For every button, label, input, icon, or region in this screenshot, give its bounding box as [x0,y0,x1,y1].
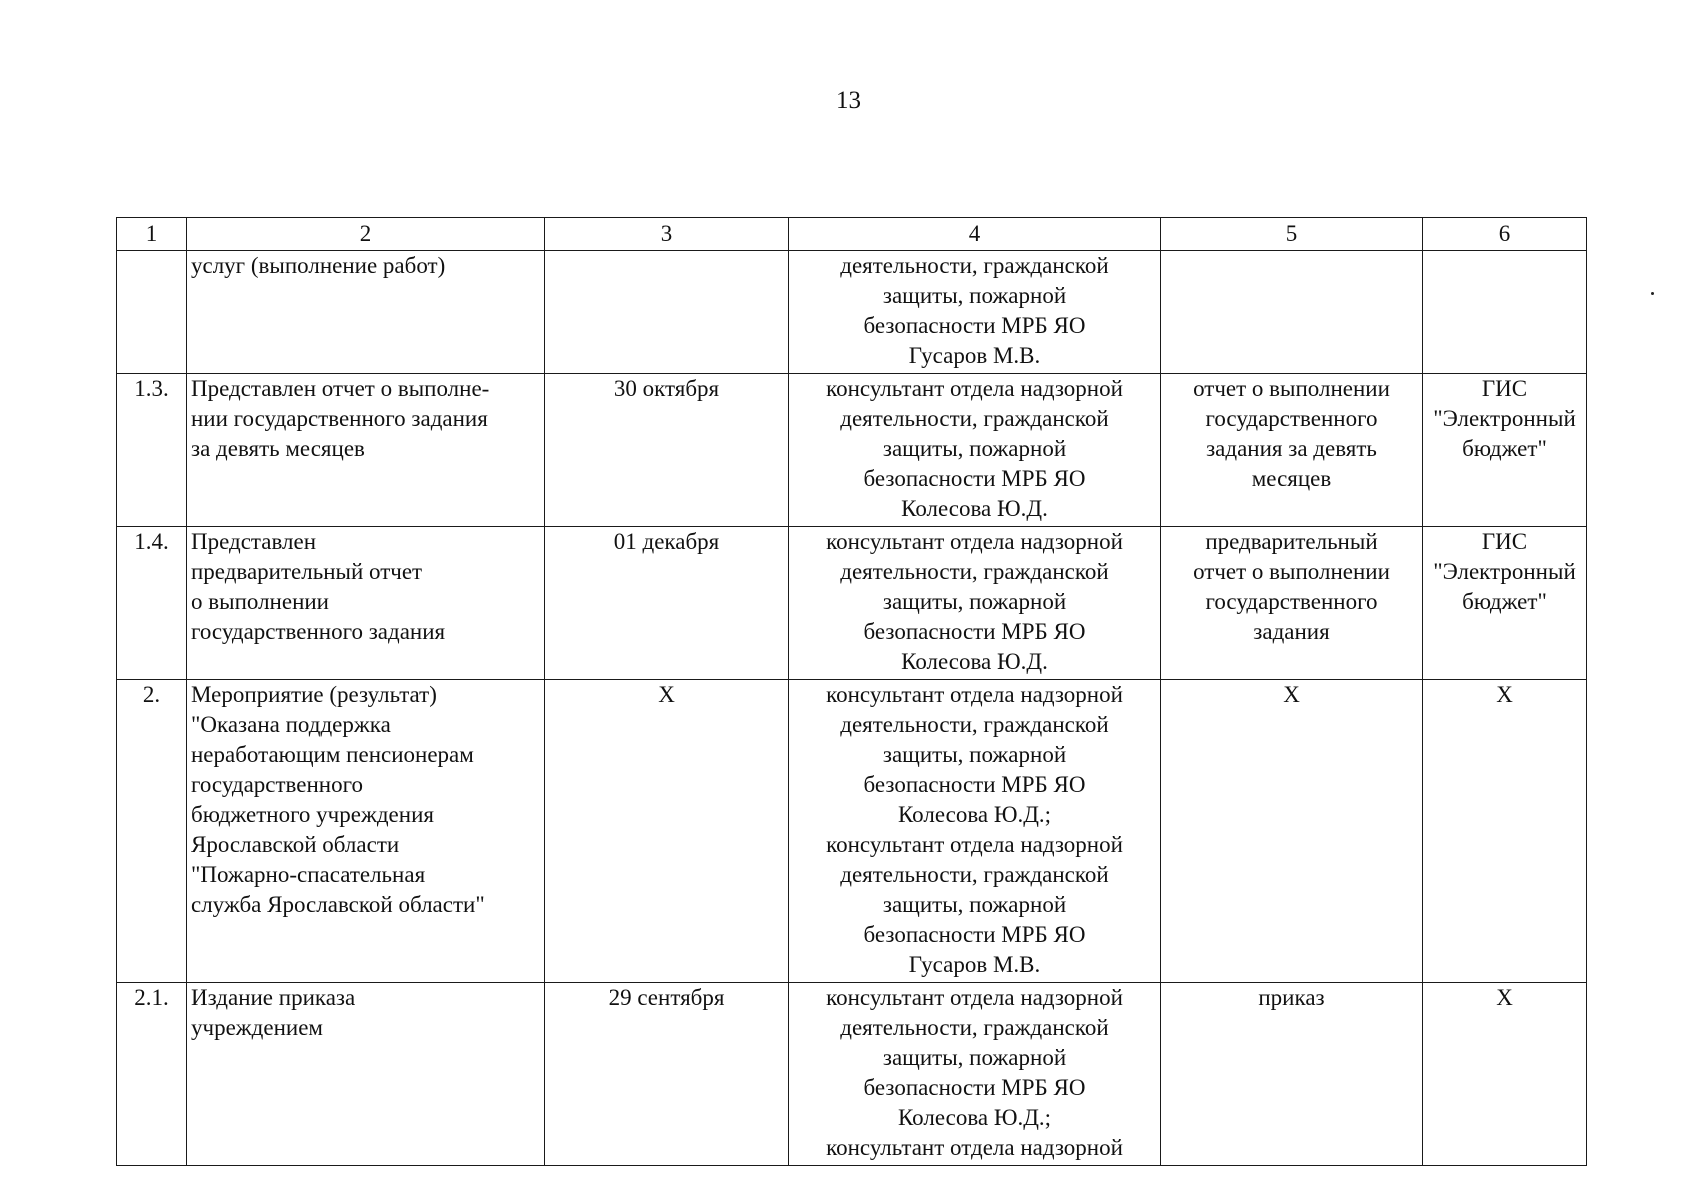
information-system: ГИС "Электронный бюджет" [1423,527,1587,680]
deadline: 01 декабря [545,527,789,680]
table-row [117,680,1587,983]
event-name: Мероприятие (результат) "Оказана поддержка неработающим пенсионерам государственного бюджетного учреждения Ярославской области "Пожарно-спасательная служба Ярославской области" [187,680,545,983]
row-number [117,251,187,374]
row-number: 1.4. [117,527,187,680]
information-system: ГИС "Электронный бюджет" [1423,374,1587,527]
plan-table [116,217,1587,1166]
event-name: услуг (выполнение работ) [187,251,545,374]
table-row [117,983,1587,1166]
column-header-4: 4 [789,218,1161,251]
table-row [117,251,1587,374]
table-row [117,527,1587,680]
responsible: консультант отдела надзорной деятельности, гражданской защиты, пожарной безопасности МРБ ЯО Колесова Ю.Д. [789,374,1161,527]
responsible: консультант отдела надзорной деятельности, гражданской защиты, пожарной безопасности МРБ ЯО Колесова Ю.Д.; консультант отдела надзорной деятельности, гражданской защиты, пожарной безопасности МРБ ЯО Гусаров М.В. [789,680,1161,983]
row-number: 2.1. [117,983,187,1166]
responsible: деятельности, гражданской защиты, пожарной безопасности МРБ ЯО Гусаров М.В. [789,251,1161,374]
result-document: X [1161,680,1423,983]
header-row [117,218,1587,251]
column-header-6: 6 [1423,218,1587,251]
column-header-2: 2 [187,218,545,251]
column-header-3: 3 [545,218,789,251]
event-name: Издание приказа учреждением [187,983,545,1166]
deadline: X [545,680,789,983]
event-name: Представлен отчет о выполне- нии государственного задания за девять месяцев [187,374,545,527]
information-system: X [1423,983,1587,1166]
information-system [1423,251,1587,374]
column-header-5: 5 [1161,218,1423,251]
page-number: 13 [836,87,861,114]
scan-speck [1651,292,1654,295]
result-document: предварительный отчет о выполнении государственного задания [1161,527,1423,680]
row-number: 1.3. [117,374,187,527]
column-header-1: 1 [117,218,187,251]
information-system: X [1423,680,1587,983]
responsible: консультант отдела надзорной деятельности, гражданской защиты, пожарной безопасности МРБ ЯО Колесова Ю.Д. [789,527,1161,680]
result-document [1161,251,1423,374]
row-number: 2. [117,680,187,983]
table-row [117,374,1587,527]
deadline: 29 сентября [545,983,789,1166]
result-document: отчет о выполнении государственного задания за девять месяцев [1161,374,1423,527]
deadline: 30 октября [545,374,789,527]
deadline [545,251,789,374]
result-document: приказ [1161,983,1423,1166]
event-name: Представлен предварительный отчет о выполнении государственного задания [187,527,545,680]
responsible: консультант отдела надзорной деятельности, гражданской защиты, пожарной безопасности МРБ ЯО Колесова Ю.Д.; консультант отдела надзорной [789,983,1161,1166]
